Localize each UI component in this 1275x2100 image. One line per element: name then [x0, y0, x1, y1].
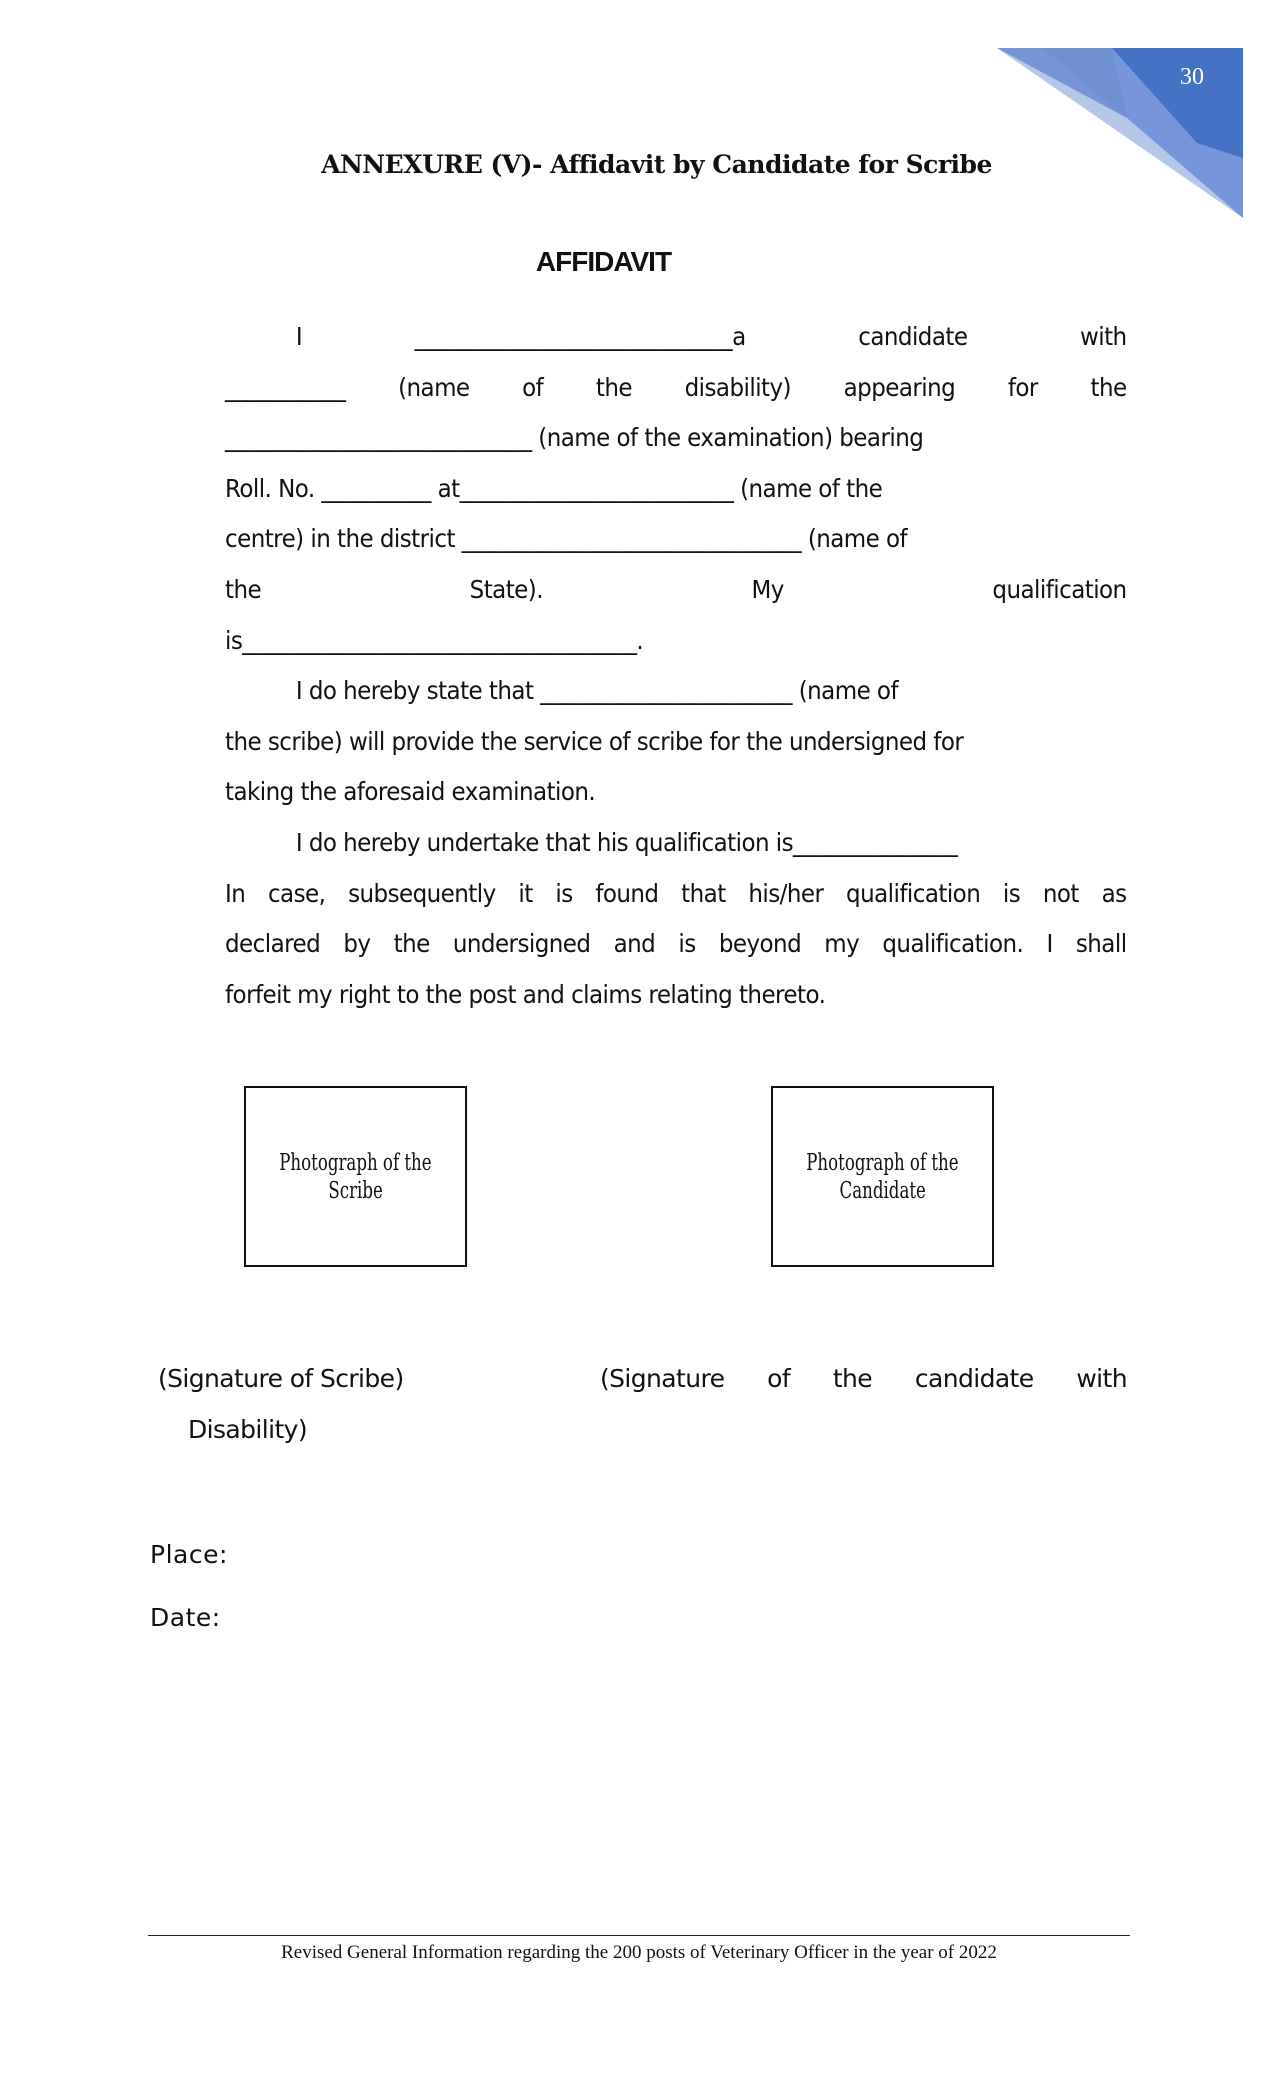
- para1-line-2: ___________ (name of the disability) appearing for the: [225, 372, 1127, 402]
- corner-decoration-icon: [997, 48, 1243, 218]
- footer-divider: [148, 1935, 1130, 1936]
- para1-line-1: I _____________________________a candidate with: [295, 322, 1127, 351]
- scribe-photo-box: Photograph of the Scribe: [244, 1086, 467, 1267]
- scribe-signature-label: (Signature of Scribe): [158, 1364, 404, 1393]
- candidate-signature-continuation: Disability): [188, 1415, 307, 1444]
- footer-text: Revised General Information regarding the 200 posts of Veterinary Officer in the year of 2022: [281, 1942, 997, 1963]
- page-number: 30: [1180, 64, 1204, 90]
- affidavit-title: AFFIDAVIT: [535, 246, 672, 277]
- para3-line-2: In case, subsequently it is found that his/her qualification is not as: [225, 878, 1127, 908]
- para1-line-7: is____________________________________.: [225, 625, 644, 655]
- affidavit-body: [225, 312, 1127, 1020]
- candidate-signature-label: (Signature of the candidate with: [600, 1364, 1127, 1393]
- para1-line-5: centre) in the district _______________________________ (name of: [225, 524, 908, 554]
- annexure-title: ANNEXURE (V)- Affidavit by Candidate for Scribe: [321, 150, 992, 179]
- para3-line-1: I do hereby undertake that his qualification is_______________: [295, 827, 958, 857]
- para3-line-3: declared by the undersigned and is beyond my qualification. I shall: [225, 929, 1127, 959]
- date-label: Date:: [150, 1603, 221, 1632]
- place-label: Place:: [150, 1540, 228, 1569]
- para2-line-2: the scribe) will provide the service of scribe for the undersigned for: [225, 726, 964, 756]
- para2-line-3: taking the aforesaid examination.: [225, 777, 596, 807]
- para1-line-6: the State). My qualification: [225, 574, 1127, 604]
- para1-line-4: Roll. No. __________ at_________________________ (name of the: [225, 473, 883, 503]
- para2-line-1: I do hereby state that _______________________ (name of: [295, 676, 898, 706]
- candidate-photo-box: Photograph of the Candidate: [771, 1086, 994, 1267]
- para1-line-3: ____________________________ (name of the examination) bearing: [225, 423, 924, 453]
- para3-line-4: forfeit my right to the post and claims relating thereto.: [225, 979, 826, 1009]
